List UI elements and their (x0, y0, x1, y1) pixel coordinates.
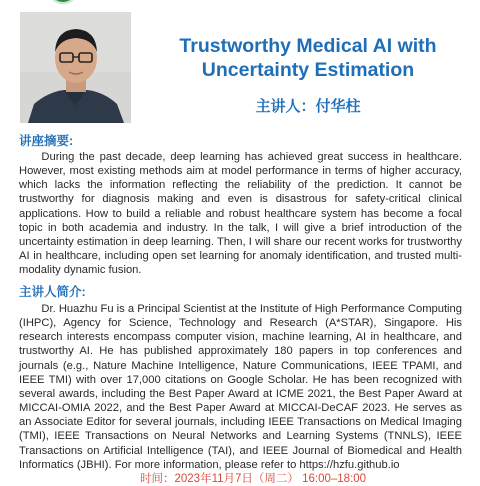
bio-text: Dr. Huazhu Fu is a Principal Scientist at the Institute of High Performance Computing (IHPC), Agency for Science, Technology and Research (A*STAR), Singapore. His research interests encompass computer vision, machine learning, AI in healthcare, and trustworthy AI. He has published approximately 180 papers in top conferences and journals (e.g., Nature Machine Intelligence, Nature Communications, IEEE TPAMI, and IEEE TMI) with over 17,000 citations on Google Scholar. He has been recognized with several awards, including the Best Paper Award at ICME 2021, the Best Paper Award at MICCAI-OMIA 2022, and the Best Paper Award at MICCAI-DeCAF 2023. He serves as an Associate Editor for several journals, including IEEE Transactions on Medical Imaging (TMI), IEEE Transactions on Neural Networks and Learning Systems (TNNLS), IEEE Transactions on Artificial Intelligence (TAI), and IEEE Journal of Biomedical and Health Informatics (JBHI). For more information, please refer to https://hzfu.github.io (19, 303, 462, 471)
speaker-name: 付华柱 (315, 98, 361, 115)
talk-title-line-1: Trustworthy Medical AI with (179, 35, 437, 57)
abstract-heading: 讲座摘要: (19, 134, 74, 148)
abstract-text: During the past decade, deep learning has achieved great success in healthcare. However, most existing methods aim at model performance in terms of higher accuracy, which lacks the information reflecting the reliability of the prediction. It cannot be trustworthy for diagnosis making and even is disastrous for safety-critical clinical applications. How to build a reliable and robust healthcare system has become a focal topic in both academia and industry. In the talk, I will give a brief introduction of the uncertainty estimation in deep learning. Then, I will share our recent works for trustworthy AI in healthcare, including open set learning for anomaly identification, and trusted multi-modality dynamic fusion. (19, 151, 462, 277)
speaker-photo (20, 12, 131, 123)
institution-logo (48, 0, 78, 4)
event-time: 时间：2023年11月7日（周二） 16:00–18:00 (140, 473, 367, 485)
speaker-line (140, 98, 476, 116)
talk-title (140, 34, 476, 82)
talk-title-line-2: Uncertainty Estimation (201, 59, 415, 81)
bio-heading: 主讲人简介: (19, 285, 86, 299)
speaker-label: 主讲人： (255, 98, 316, 115)
